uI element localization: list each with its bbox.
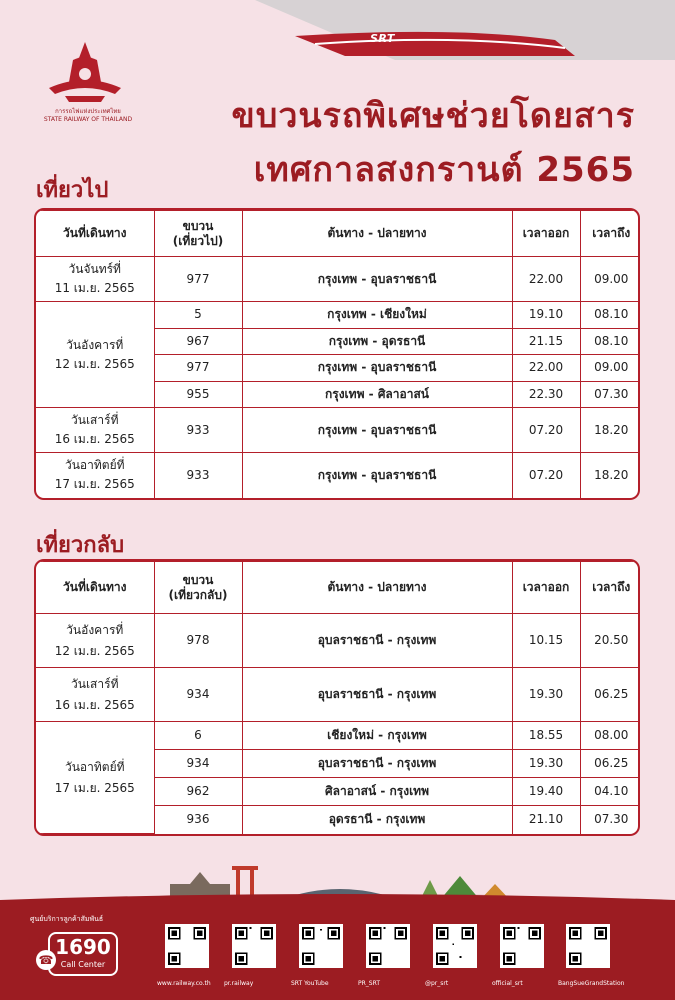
train-number: 967 — [154, 328, 242, 355]
logo-text-en: STATE RAILWAY OF THAILAND — [43, 116, 133, 123]
route: กรุงเทพ - เชียงใหม่ — [242, 302, 512, 329]
arrival-time: 07.30 — [580, 381, 640, 408]
qr-code-icon — [165, 924, 209, 968]
travel-day: วันจันทร์ที่ — [68, 262, 121, 276]
arrival-time: 06.25 — [580, 668, 640, 722]
qr-link-label[interactable]: PR_SRT — [358, 980, 380, 987]
travel-date: 12 เม.ย. 2565 — [54, 356, 135, 371]
travel-day: วันเสาร์ที่ — [71, 676, 119, 691]
travel-date-cell — [36, 302, 154, 408]
departure-time: 07.20 — [512, 408, 580, 453]
arrival-time: 08.00 — [580, 722, 640, 750]
table-row — [36, 614, 640, 668]
header-arrive: เวลาถึง — [580, 562, 640, 614]
call-center-label: ศูนย์บริการลูกค้าสัมพันธ์ — [30, 915, 104, 923]
route: ศิลาอาสน์ - กรุงเทพ — [242, 778, 512, 806]
departure-time: 22.00 — [512, 257, 580, 302]
route: อุดรธานี - กรุงเทพ — [242, 806, 512, 834]
departure-time: 19.30 — [512, 750, 580, 778]
qr-code-7[interactable] — [566, 924, 614, 968]
outbound-table — [34, 208, 640, 500]
departure-time: 21.15 — [512, 328, 580, 355]
route: อุบลราชธานี - กรุงเทพ — [242, 668, 512, 722]
arrival-time: 08.10 — [580, 302, 640, 329]
travel-day: วันเสาร์ที่ — [71, 413, 119, 427]
travel-day: วันอาทิตย์ที่ — [64, 759, 125, 774]
srt-tag: SRT — [370, 32, 395, 45]
header-depart: เวลาออก — [512, 562, 580, 614]
travel-date: 17 เม.ย. 2565 — [54, 780, 135, 795]
qr-link-label[interactable]: pr.railway — [224, 980, 254, 987]
header-train-line2: (เที่ยวกลับ) — [168, 587, 228, 602]
travel-date-cell — [36, 408, 154, 453]
outbound-schedule-table — [36, 210, 640, 498]
train-number: 955 — [154, 381, 242, 408]
qr-link-label[interactable]: SRT YouTube — [291, 980, 329, 987]
route: กรุงเทพ - อุบลราชธานี — [242, 408, 512, 453]
header-band-decoration — [255, 0, 675, 60]
travel-date: 11 เม.ย. 2565 — [54, 281, 135, 295]
qr-code-6[interactable] — [500, 924, 548, 968]
arrival-time: 09.00 — [580, 355, 640, 382]
travel-day: วันอังคารที่ — [66, 622, 124, 637]
table-row — [36, 453, 640, 498]
header-route: ต้นทาง - ปลายทาง — [242, 562, 512, 614]
train-number: 933 — [154, 453, 242, 498]
train-number: 977 — [154, 355, 242, 382]
arrival-time: 18.20 — [580, 453, 640, 498]
route: อุบลราชธานี - กรุงเทพ — [242, 750, 512, 778]
header-train-line1: ขบวน — [182, 218, 214, 233]
page-title-line1: ขบวนรถพิเศษช่วยโดยสาร — [231, 96, 635, 136]
qr-link-label[interactable]: official_srt — [492, 980, 523, 987]
travel-date-cell — [36, 257, 154, 302]
departure-time: 22.00 — [512, 355, 580, 382]
train-number: 936 — [154, 806, 242, 834]
table-row — [36, 668, 640, 722]
travel-day: วันอังคารที่ — [66, 337, 124, 352]
travel-date-cell — [36, 614, 154, 668]
header-date: วันที่เดินทาง — [36, 562, 154, 614]
route: กรุงเทพ - อุบลราชธานี — [242, 355, 512, 382]
qr-code-icon — [566, 924, 610, 968]
header-train — [154, 211, 242, 257]
route: กรุงเทพ - อุบลราชธานี — [242, 453, 512, 498]
logo-caption — [38, 108, 138, 124]
call-center-badge[interactable] — [48, 932, 118, 976]
departure-time: 10.15 — [512, 614, 580, 668]
route: เชียงใหม่ - กรุงเทพ — [242, 722, 512, 750]
table-row — [36, 722, 640, 750]
arrival-time: 04.10 — [580, 778, 640, 806]
qr-code-2[interactable] — [232, 924, 280, 968]
arrival-time: 20.50 — [580, 614, 640, 668]
travel-date-cell — [36, 668, 154, 722]
header-train-line1: ขบวน — [182, 572, 214, 587]
return-section-title: เที่ยวกลับ — [36, 533, 125, 558]
departure-time: 07.20 — [512, 453, 580, 498]
phone-icon: ☎ — [36, 950, 56, 970]
table-row — [36, 408, 640, 453]
train-number: 5 — [154, 302, 242, 329]
table-row — [36, 302, 640, 329]
travel-date: 16 เม.ย. 2565 — [54, 432, 135, 446]
departure-time: 21.10 — [512, 806, 580, 834]
route: กรุงเทพ - อุดรธานี — [242, 328, 512, 355]
route: กรุงเทพ - อุบลราชธานี — [242, 257, 512, 302]
departure-time: 18.55 — [512, 722, 580, 750]
qr-code-4[interactable] — [366, 924, 414, 968]
table-header-row — [36, 211, 640, 257]
return-schedule-table — [36, 561, 640, 834]
qr-link-label[interactable]: www.railway.co.th — [157, 980, 211, 987]
qr-code-icon — [366, 924, 410, 968]
outbound-section-title: เที่ยวไป — [36, 178, 109, 203]
qr-code-icon — [232, 924, 276, 968]
arrival-time: 08.10 — [580, 328, 640, 355]
train-number: 978 — [154, 614, 242, 668]
header-arrive: เวลาถึง — [580, 211, 640, 257]
page-title-line2: เทศกาลสงกรานต์ 2565 — [253, 150, 635, 190]
travel-date: 12 เม.ย. 2565 — [54, 643, 135, 658]
departure-time: 22.30 — [512, 381, 580, 408]
route: กรุงเทพ - ศิลาอาสน์ — [242, 381, 512, 408]
departure-time: 19.10 — [512, 302, 580, 329]
header-train — [154, 562, 242, 614]
train-number: 6 — [154, 722, 242, 750]
header-depart: เวลาออก — [512, 211, 580, 257]
return-table — [34, 559, 640, 836]
header-date: วันที่เดินทาง — [36, 211, 154, 257]
travel-date: 17 เม.ย. 2565 — [54, 477, 135, 492]
header-train-line2: (เที่ยวไป) — [172, 233, 224, 248]
train-number: 934 — [154, 750, 242, 778]
departure-time: 19.30 — [512, 668, 580, 722]
train-number: 933 — [154, 408, 242, 453]
train-number: 962 — [154, 778, 242, 806]
header-route: ต้นทาง - ปลายทาง — [242, 211, 512, 257]
arrival-time: 06.25 — [580, 750, 640, 778]
qr-code-icon — [299, 924, 343, 968]
call-center-number: 1690 — [55, 935, 111, 959]
route: อุบลราชธานี - กรุงเทพ — [242, 614, 512, 668]
qr-code-5[interactable] — [433, 924, 481, 968]
qr-code-icon — [433, 924, 477, 968]
call-center-sub: Call Center — [60, 960, 106, 969]
arrival-time: 09.00 — [580, 257, 640, 302]
table-header-row — [36, 562, 640, 614]
qr-link-label[interactable]: BangSueGrandStation — [558, 980, 625, 987]
train-number: 934 — [154, 668, 242, 722]
qr-link-label[interactable]: @pr_srt — [425, 980, 449, 987]
travel-day: วันอาทิตย์ที่ — [64, 458, 125, 473]
arrival-time: 07.30 — [580, 806, 640, 834]
travel-date: 16 เม.ย. 2565 — [54, 697, 135, 712]
qr-code-3[interactable] — [299, 924, 347, 968]
travel-date-cell — [36, 453, 154, 498]
arrival-time: 18.20 — [580, 408, 640, 453]
departure-time: 19.40 — [512, 778, 580, 806]
qr-code-1[interactable] — [165, 924, 213, 968]
logo-text-th: การรถไฟแห่งประเทศไทย — [55, 108, 121, 115]
train-number: 977 — [154, 257, 242, 302]
qr-code-icon — [500, 924, 544, 968]
travel-date-cell — [36, 722, 154, 834]
table-row — [36, 257, 640, 302]
